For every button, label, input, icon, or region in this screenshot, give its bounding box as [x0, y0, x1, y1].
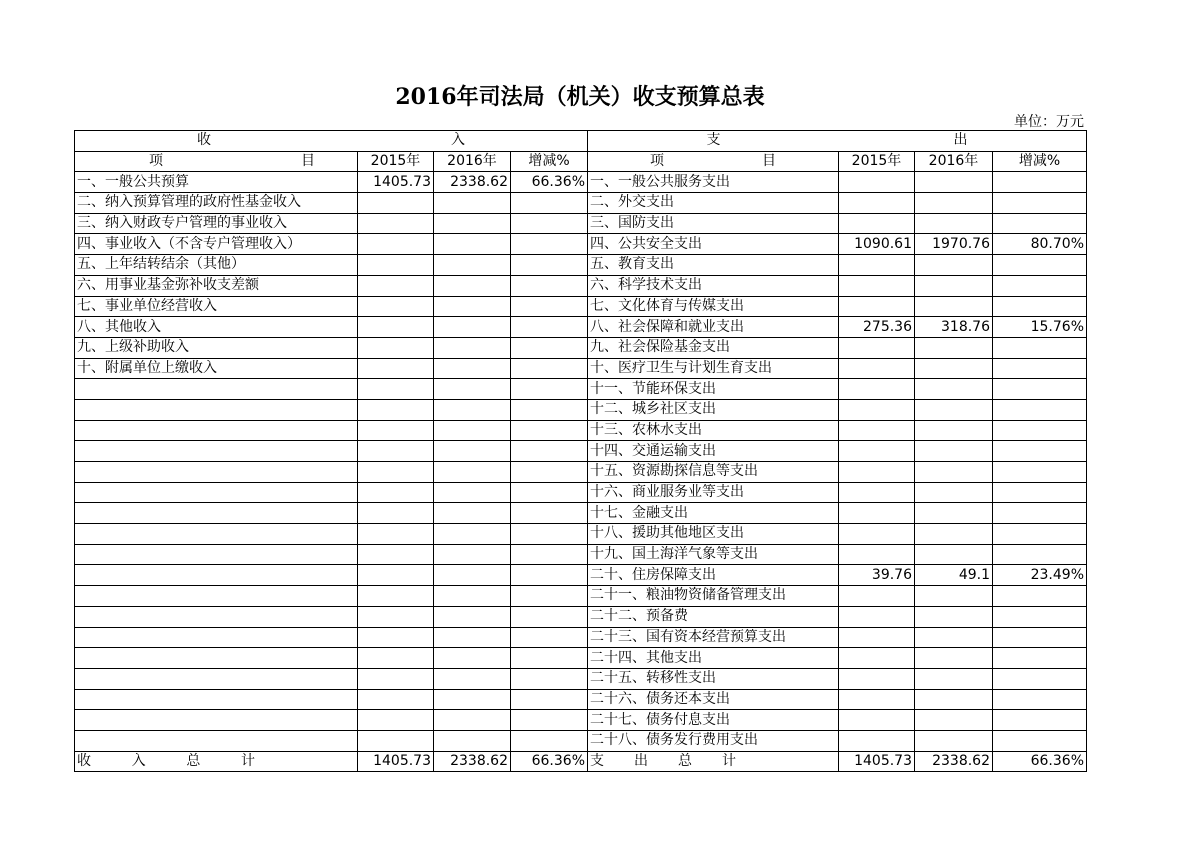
- income-2015-cell: [358, 234, 434, 255]
- expense-2015-cell: [839, 524, 915, 545]
- expense-2016-cell: [915, 544, 993, 565]
- expense-2015-cell: [839, 668, 915, 689]
- income-change-cell: [511, 462, 588, 483]
- expense-2016-cell: [915, 648, 993, 669]
- income-change-cell: [511, 441, 588, 462]
- page-title: 2016年司法局（机关）收支预算总表: [395, 84, 765, 110]
- income-2016-cell: [434, 524, 511, 545]
- expense-2015-cell: [839, 503, 915, 524]
- income-2015-cell: [358, 275, 434, 296]
- income-2016-cell: [434, 689, 511, 710]
- income-change-cell: [511, 234, 588, 255]
- income-change-cell: [511, 648, 588, 669]
- income-2016-cell: [434, 255, 511, 276]
- income-2015-cell: [358, 668, 434, 689]
- table-row: [75, 565, 1087, 586]
- income-change-cell: [511, 420, 588, 441]
- income-2015-cell: 1405.73: [358, 172, 434, 193]
- expense-item-cell: 八、社会保障和就业支出: [588, 317, 839, 338]
- income-item-cell: 四、事业收入（不含专户管理收入）: [75, 234, 358, 255]
- income-header: [75, 131, 588, 152]
- income-2016-cell: [434, 213, 511, 234]
- income-2015-cell: [358, 420, 434, 441]
- table-row: [75, 544, 1087, 565]
- expense-2015-cell: 39.76: [839, 565, 915, 586]
- income-2016-cell: [434, 379, 511, 400]
- income-2016-cell: [434, 441, 511, 462]
- expense-total-2015: 1405.73: [839, 751, 915, 772]
- expense-2015-cell: [839, 544, 915, 565]
- expense-2015-cell: [839, 358, 915, 379]
- expense-2015-cell: [839, 213, 915, 234]
- income-change-cell: [511, 482, 588, 503]
- income-2015-cell: [358, 337, 434, 358]
- income-item-cell: [75, 730, 358, 751]
- income-item-cell: [75, 648, 358, 669]
- income-2015-cell: [358, 379, 434, 400]
- total-label-char: 总: [186, 752, 201, 769]
- income-2015-cell: [358, 627, 434, 648]
- expense-header: [588, 131, 1087, 152]
- expense-2015-cell: [839, 255, 915, 276]
- expense-change-cell: [993, 420, 1087, 441]
- table-row: [75, 234, 1087, 255]
- table-row: [75, 524, 1087, 545]
- income-item-cell: 七、事业单位经营收入: [75, 296, 358, 317]
- income-item-cell: 三、纳入财政专户管理的事业收入: [75, 213, 358, 234]
- income-2015-cell: [358, 606, 434, 627]
- expense-2016-cell: [915, 441, 993, 462]
- expense-change-cell: [993, 399, 1087, 420]
- income-2015-cell: [358, 648, 434, 669]
- item-header-char: 项: [149, 153, 163, 170]
- expense-2015-cell: [839, 710, 915, 731]
- income-item-cell: 五、上年结转结余（其他）: [75, 255, 358, 276]
- expense-2015-cell: [839, 296, 915, 317]
- expense-item-cell: 二十七、债务付息支出: [588, 710, 839, 731]
- expense-2016-cell: [915, 399, 993, 420]
- expense-2016-cell: [915, 296, 993, 317]
- expense-2015-cell: [839, 399, 915, 420]
- income-2016-cell: [434, 627, 511, 648]
- expense-change-cell: [993, 730, 1087, 751]
- table-row: [75, 193, 1087, 214]
- table-row: [75, 482, 1087, 503]
- expense-2016-header: 2016年: [915, 151, 993, 172]
- expense-item-cell: 二十八、债务发行费用支出: [588, 730, 839, 751]
- table-row: [75, 275, 1087, 296]
- expense-item-cell: 二十六、债务还本支出: [588, 689, 839, 710]
- header-row-2: [75, 151, 1087, 172]
- income-change-cell: [511, 565, 588, 586]
- expense-2016-cell: [915, 503, 993, 524]
- income-item-cell: 九、上级补助收入: [75, 337, 358, 358]
- expense-total-2016: 2338.62: [915, 751, 993, 772]
- expense-item-cell: 九、社会保险基金支出: [588, 337, 839, 358]
- expense-header-char: 支: [706, 132, 721, 149]
- income-2016-cell: [434, 275, 511, 296]
- expense-change-cell: [993, 462, 1087, 483]
- income-item-cell: 一、一般公共预算: [75, 172, 358, 193]
- expense-2016-cell: [915, 337, 993, 358]
- expense-change-cell: [993, 379, 1087, 400]
- item-header-char: 项: [650, 153, 664, 170]
- income-change-cell: [511, 358, 588, 379]
- expense-item-cell: 十三、农林水支出: [588, 420, 839, 441]
- expense-item-cell: 二十三、国有资本经营预算支出: [588, 627, 839, 648]
- income-change-cell: [511, 296, 588, 317]
- income-2016-cell: [434, 358, 511, 379]
- income-2016-cell: 2338.62: [434, 172, 511, 193]
- expense-change-cell: [993, 627, 1087, 648]
- income-2015-cell: [358, 255, 434, 276]
- expense-change-cell: [993, 358, 1087, 379]
- income-2015-cell: [358, 296, 434, 317]
- income-2016-cell: [434, 420, 511, 441]
- income-2015-cell: [358, 317, 434, 338]
- table-row: [75, 399, 1087, 420]
- income-change-cell: [511, 193, 588, 214]
- expense-2016-cell: [915, 482, 993, 503]
- expense-2016-cell: [915, 172, 993, 193]
- totals-row: [75, 751, 1087, 772]
- expense-2015-cell: [839, 172, 915, 193]
- income-change-cell: [511, 399, 588, 420]
- income-2016-cell: [434, 648, 511, 669]
- expense-2016-cell: [915, 689, 993, 710]
- table-row: [75, 710, 1087, 731]
- expense-2015-cell: [839, 482, 915, 503]
- expense-item-cell: 二十四、其他支出: [588, 648, 839, 669]
- expense-2015-cell: [839, 627, 915, 648]
- table-row: [75, 172, 1087, 193]
- expense-2015-cell: [839, 337, 915, 358]
- item-header-char: 目: [301, 153, 315, 170]
- table-row: [75, 668, 1087, 689]
- income-2016-cell: [434, 399, 511, 420]
- table-row: [75, 586, 1087, 607]
- expense-2015-cell: [839, 441, 915, 462]
- expense-item-cell: 一、一般公共服务支出: [588, 172, 839, 193]
- income-2016-cell: [434, 317, 511, 338]
- income-item-cell: [75, 379, 358, 400]
- income-item-cell: [75, 565, 358, 586]
- income-2015-cell: [358, 462, 434, 483]
- expense-2015-cell: [839, 586, 915, 607]
- income-item-cell: 二、纳入预算管理的政府性基金收入: [75, 193, 358, 214]
- expense-item-cell: 二十一、粮油物资储备管理支出: [588, 586, 839, 607]
- income-2015-cell: [358, 544, 434, 565]
- expense-item-cell: 二十五、转移性支出: [588, 668, 839, 689]
- income-change-header: 增减%: [511, 151, 588, 172]
- expense-item-cell: 五、教育支出: [588, 255, 839, 276]
- expense-total-change: 66.36%: [993, 751, 1087, 772]
- income-change-cell: [511, 524, 588, 545]
- income-2016-cell: [434, 462, 511, 483]
- income-2015-cell: [358, 358, 434, 379]
- expense-2016-cell: [915, 710, 993, 731]
- income-2016-cell: [434, 710, 511, 731]
- income-change-cell: [511, 606, 588, 627]
- income-2016-cell: [434, 337, 511, 358]
- income-item-cell: 八、其他收入: [75, 317, 358, 338]
- expense-2016-cell: [915, 193, 993, 214]
- income-2015-cell: [358, 482, 434, 503]
- total-label-char: 出: [634, 752, 648, 769]
- income-change-cell: [511, 710, 588, 731]
- income-item-cell: [75, 482, 358, 503]
- total-label-char: 支: [590, 752, 604, 769]
- income-change-cell: [511, 544, 588, 565]
- expense-change-cell: [993, 503, 1087, 524]
- income-2015-cell: [358, 730, 434, 751]
- expense-2016-cell: [915, 379, 993, 400]
- expense-2015-cell: [839, 420, 915, 441]
- table-row: [75, 730, 1087, 751]
- income-2016-cell: [434, 730, 511, 751]
- expense-2016-cell: [915, 462, 993, 483]
- expense-change-cell: [993, 213, 1087, 234]
- income-item-cell: 十、附属单位上缴收入: [75, 358, 358, 379]
- income-change-cell: [511, 627, 588, 648]
- expense-2016-cell: [915, 586, 993, 607]
- expense-change-cell: [993, 337, 1087, 358]
- income-item-cell: [75, 544, 358, 565]
- income-total-2015: 1405.73: [358, 751, 434, 772]
- expense-item-cell: 二、外交支出: [588, 193, 839, 214]
- table-row: [75, 627, 1087, 648]
- income-item-cell: [75, 399, 358, 420]
- income-2015-cell: [358, 213, 434, 234]
- table-row: [75, 462, 1087, 483]
- table-row: [75, 213, 1087, 234]
- table-row: [75, 358, 1087, 379]
- expense-2015-cell: [839, 648, 915, 669]
- expense-change-cell: [993, 441, 1087, 462]
- expense-change-header: 增减%: [993, 151, 1087, 172]
- income-2016-cell: [434, 234, 511, 255]
- expense-2016-cell: [915, 524, 993, 545]
- expense-header-char: 出: [953, 132, 968, 149]
- expense-change-cell: [993, 668, 1087, 689]
- income-2015-header: 2015年: [358, 151, 434, 172]
- expense-2015-cell: [839, 689, 915, 710]
- income-change-cell: [511, 503, 588, 524]
- expense-2015-cell: [839, 606, 915, 627]
- income-item-cell: [75, 503, 358, 524]
- income-2016-cell: [434, 565, 511, 586]
- expense-2015-cell: 1090.61: [839, 234, 915, 255]
- income-change-cell: [511, 317, 588, 338]
- expense-2016-cell: [915, 358, 993, 379]
- expense-item-cell: 十八、援助其他地区支出: [588, 524, 839, 545]
- expense-2016-cell: [915, 275, 993, 296]
- expense-2016-cell: 318.76: [915, 317, 993, 338]
- income-2015-cell: [358, 524, 434, 545]
- expense-change-cell: [993, 296, 1087, 317]
- income-2015-cell: [358, 586, 434, 607]
- expense-2016-cell: [915, 255, 993, 276]
- expense-2016-cell: 49.1: [915, 565, 993, 586]
- expense-2016-cell: [915, 668, 993, 689]
- income-change-cell: [511, 668, 588, 689]
- expense-item-cell: 十七、金融支出: [588, 503, 839, 524]
- expense-change-cell: 15.76%: [993, 317, 1087, 338]
- income-2015-cell: [358, 710, 434, 731]
- income-change-cell: [511, 213, 588, 234]
- budget-table: [74, 130, 1087, 772]
- income-item-header: [75, 151, 358, 172]
- expense-2016-cell: 1970.76: [915, 234, 993, 255]
- expense-change-cell: [993, 710, 1087, 731]
- table-row: [75, 296, 1087, 317]
- income-header-char: 入: [451, 132, 465, 149]
- income-2015-cell: [358, 503, 434, 524]
- income-2016-cell: [434, 193, 511, 214]
- income-item-cell: [75, 462, 358, 483]
- expense-change-cell: [993, 482, 1087, 503]
- expense-item-cell: 六、科学技术支出: [588, 275, 839, 296]
- expense-change-cell: [993, 689, 1087, 710]
- expense-2015-header: 2015年: [839, 151, 915, 172]
- income-item-cell: [75, 668, 358, 689]
- expense-2015-cell: 275.36: [839, 317, 915, 338]
- expense-total-label: [588, 751, 839, 772]
- table-row: [75, 317, 1087, 338]
- expense-item-cell: 十六、商业服务业等支出: [588, 482, 839, 503]
- expense-change-cell: [993, 275, 1087, 296]
- expense-2015-cell: [839, 462, 915, 483]
- expense-2016-cell: [915, 627, 993, 648]
- total-label-char: 入: [131, 752, 146, 769]
- total-label-char: 计: [722, 752, 736, 769]
- income-change-cell: [511, 586, 588, 607]
- expense-item-cell: 十五、资源勘探信息等支出: [588, 462, 839, 483]
- income-item-cell: [75, 710, 358, 731]
- expense-2016-cell: [915, 213, 993, 234]
- expense-item-cell: 二十二、预备费: [588, 606, 839, 627]
- expense-change-cell: [993, 606, 1087, 627]
- income-2016-cell: [434, 544, 511, 565]
- expense-item-cell: 三、国防支出: [588, 213, 839, 234]
- expense-item-cell: 十、医疗卫生与计划生育支出: [588, 358, 839, 379]
- income-change-cell: [511, 255, 588, 276]
- expense-2016-cell: [915, 420, 993, 441]
- income-2016-cell: [434, 503, 511, 524]
- income-change-cell: [511, 337, 588, 358]
- expense-2016-cell: [915, 606, 993, 627]
- expense-change-cell: [993, 255, 1087, 276]
- expense-change-cell: [993, 544, 1087, 565]
- expense-2015-cell: [839, 193, 915, 214]
- expense-2015-cell: [839, 275, 915, 296]
- income-change-cell: [511, 730, 588, 751]
- expense-2016-cell: [915, 730, 993, 751]
- expense-change-cell: [993, 586, 1087, 607]
- expense-item-cell: 二十、住房保障支出: [588, 565, 839, 586]
- income-header-char: 收: [197, 132, 211, 149]
- expense-item-cell: 十四、交通运输支出: [588, 441, 839, 462]
- income-item-cell: [75, 586, 358, 607]
- expense-2015-cell: [839, 379, 915, 400]
- expense-item-cell: 七、文化体育与传媒支出: [588, 296, 839, 317]
- expense-change-cell: 23.49%: [993, 565, 1087, 586]
- expense-change-cell: [993, 524, 1087, 545]
- income-item-cell: [75, 606, 358, 627]
- total-label-char: 计: [240, 752, 255, 769]
- unit-label: 单位：万元: [1014, 114, 1084, 130]
- income-2016-cell: [434, 482, 511, 503]
- income-change-cell: [511, 689, 588, 710]
- table-row: [75, 420, 1087, 441]
- income-total-label: [75, 751, 358, 772]
- total-label-char: 收: [77, 752, 91, 769]
- expense-2015-cell: [839, 730, 915, 751]
- income-2015-cell: [358, 565, 434, 586]
- header-row-1: [75, 131, 1087, 152]
- table-row: [75, 648, 1087, 669]
- expense-change-cell: [993, 193, 1087, 214]
- expense-change-cell: [993, 648, 1087, 669]
- income-change-cell: [511, 275, 588, 296]
- expense-change-cell: [993, 172, 1087, 193]
- income-2015-cell: [358, 689, 434, 710]
- table-row: [75, 379, 1087, 400]
- table-row: [75, 255, 1087, 276]
- income-item-cell: [75, 524, 358, 545]
- income-2016-cell: [434, 296, 511, 317]
- expense-item-header: [588, 151, 839, 172]
- income-2015-cell: [358, 193, 434, 214]
- income-2016-cell: [434, 586, 511, 607]
- income-2015-cell: [358, 399, 434, 420]
- table-row: [75, 689, 1087, 710]
- expense-change-cell: 80.70%: [993, 234, 1087, 255]
- expense-item-cell: 四、公共安全支出: [588, 234, 839, 255]
- income-total-change: 66.36%: [511, 751, 588, 772]
- expense-item-cell: 十九、国土海洋气象等支出: [588, 544, 839, 565]
- table-row: [75, 337, 1087, 358]
- income-total-2016: 2338.62: [434, 751, 511, 772]
- table-row: [75, 503, 1087, 524]
- total-label-char: 总: [678, 752, 692, 769]
- expense-item-cell: 十二、城乡社区支出: [588, 399, 839, 420]
- table-row: [75, 441, 1087, 462]
- income-item-cell: [75, 627, 358, 648]
- income-change-cell: 66.36%: [511, 172, 588, 193]
- table-row: [75, 606, 1087, 627]
- income-item-cell: 六、用事业基金弥补收支差额: [75, 275, 358, 296]
- income-2016-cell: [434, 668, 511, 689]
- income-item-cell: [75, 420, 358, 441]
- income-change-cell: [511, 379, 588, 400]
- income-2016-cell: [434, 606, 511, 627]
- income-item-cell: [75, 689, 358, 710]
- expense-item-cell: 十一、节能环保支出: [588, 379, 839, 400]
- item-header-char: 目: [762, 153, 776, 170]
- income-2016-header: 2016年: [434, 151, 511, 172]
- income-item-cell: [75, 441, 358, 462]
- income-2015-cell: [358, 441, 434, 462]
